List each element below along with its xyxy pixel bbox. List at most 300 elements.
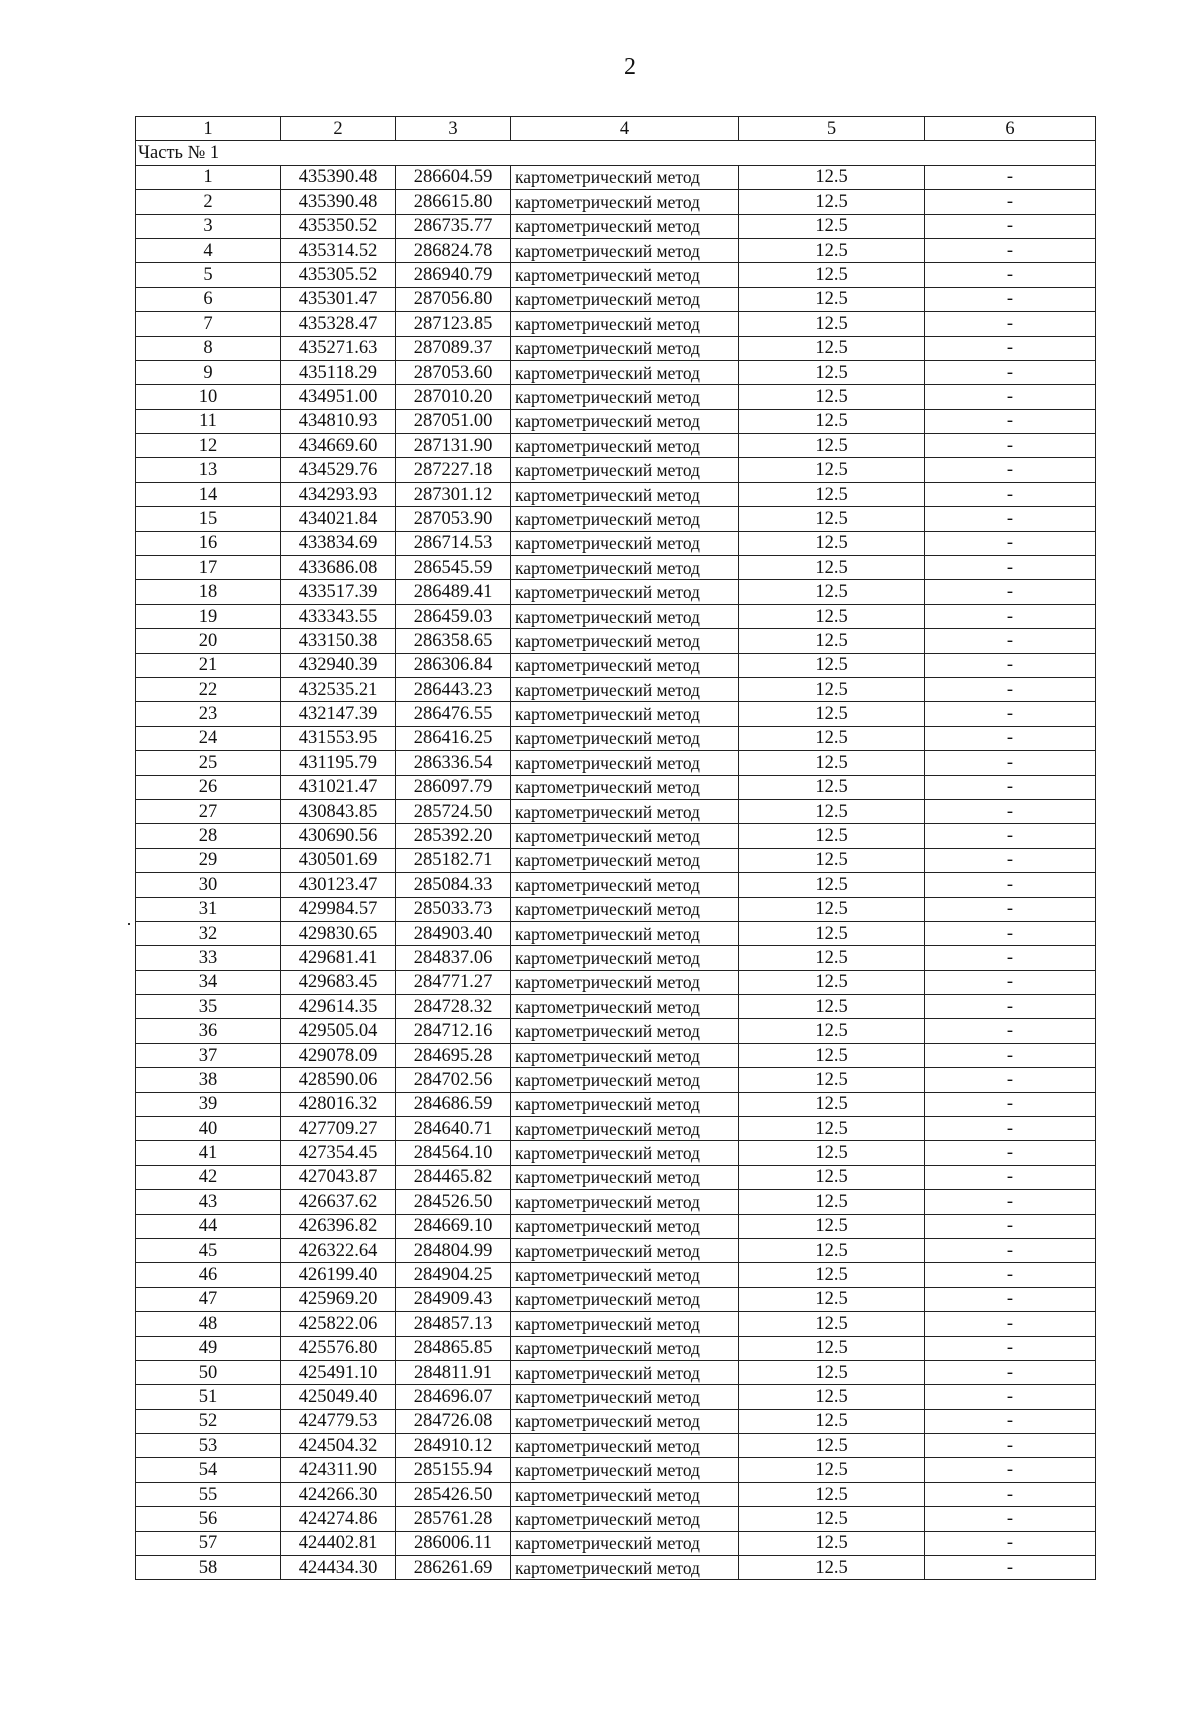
table-row (136, 556, 1096, 580)
x-coordinate-cell: 429614.35 (281, 995, 396, 1019)
table-row (136, 360, 1096, 384)
table-row (136, 214, 1096, 238)
y-coordinate-cell: 284712.16 (396, 1019, 511, 1043)
table-row (136, 531, 1096, 555)
y-coordinate-cell: 286261.69 (396, 1556, 511, 1580)
note-cell: - (925, 1214, 1096, 1238)
y-coordinate-cell: 286545.59 (396, 556, 511, 580)
method-cell: картометрический метод (511, 580, 739, 604)
accuracy-cell: 12.5 (739, 1190, 925, 1214)
section-title: Часть № 1 (136, 141, 281, 165)
table-row (136, 1165, 1096, 1189)
accuracy-cell: 12.5 (739, 604, 925, 628)
method-cell: картометрический метод (511, 873, 739, 897)
y-coordinate-cell: 284903.40 (396, 921, 511, 945)
note-cell: - (925, 263, 1096, 287)
table-row (136, 1458, 1096, 1482)
point-number-cell: 17 (136, 556, 281, 580)
method-cell: картометрический метод (511, 312, 739, 336)
note-cell: - (925, 726, 1096, 750)
accuracy-cell: 12.5 (739, 1507, 925, 1531)
accuracy-cell: 12.5 (739, 1068, 925, 1092)
point-number-cell: 8 (136, 336, 281, 360)
note-cell: - (925, 848, 1096, 872)
accuracy-cell: 12.5 (739, 1556, 925, 1580)
note-cell: - (925, 677, 1096, 701)
note-cell: - (925, 214, 1096, 238)
y-coordinate-cell: 284465.82 (396, 1165, 511, 1189)
x-coordinate-cell: 435390.48 (281, 165, 396, 189)
y-coordinate-cell: 286489.41 (396, 580, 511, 604)
method-cell: картометрический метод (511, 1360, 739, 1384)
x-coordinate-cell: 426199.40 (281, 1263, 396, 1287)
accuracy-cell: 12.5 (739, 1214, 925, 1238)
coordinates-table (135, 116, 1096, 1580)
y-coordinate-cell: 284696.07 (396, 1385, 511, 1409)
point-number-cell: 1 (136, 165, 281, 189)
x-coordinate-cell: 432535.21 (281, 677, 396, 701)
x-coordinate-cell: 435271.63 (281, 336, 396, 360)
y-coordinate-cell: 284526.50 (396, 1190, 511, 1214)
y-coordinate-cell: 284640.71 (396, 1117, 511, 1141)
note-cell: - (925, 897, 1096, 921)
method-cell: картометрический метод (511, 970, 739, 994)
y-coordinate-cell: 284726.08 (396, 1409, 511, 1433)
point-number-cell: 26 (136, 775, 281, 799)
x-coordinate-cell: 434810.93 (281, 409, 396, 433)
accuracy-cell: 12.5 (739, 946, 925, 970)
table-row (136, 263, 1096, 287)
point-number-cell: 22 (136, 677, 281, 701)
method-cell: картометрический метод (511, 1068, 739, 1092)
method-cell: картометрический метод (511, 385, 739, 409)
x-coordinate-cell: 431195.79 (281, 751, 396, 775)
point-number-cell: 47 (136, 1287, 281, 1311)
table-row (136, 677, 1096, 701)
table-row (136, 629, 1096, 653)
accuracy-cell: 12.5 (739, 556, 925, 580)
y-coordinate-cell: 285155.94 (396, 1458, 511, 1482)
table-row (136, 824, 1096, 848)
method-cell: картометрический метод (511, 458, 739, 482)
method-cell: картометрический метод (511, 1507, 739, 1531)
accuracy-cell: 12.5 (739, 482, 925, 506)
method-cell: картометрический метод (511, 677, 739, 701)
note-cell: - (925, 1312, 1096, 1336)
note-cell: - (925, 238, 1096, 262)
note-cell: - (925, 287, 1096, 311)
table-row (136, 1043, 1096, 1067)
point-number-cell: 15 (136, 507, 281, 531)
note-cell: - (925, 190, 1096, 214)
table-row (136, 1238, 1096, 1262)
y-coordinate-cell: 286443.23 (396, 677, 511, 701)
point-number-cell: 42 (136, 1165, 281, 1189)
y-coordinate-cell: 285033.73 (396, 897, 511, 921)
point-number-cell: 46 (136, 1263, 281, 1287)
y-coordinate-cell: 284904.25 (396, 1263, 511, 1287)
method-cell: картометрический метод (511, 726, 739, 750)
note-cell: - (925, 1531, 1096, 1555)
y-coordinate-cell: 287089.37 (396, 336, 511, 360)
point-number-cell: 6 (136, 287, 281, 311)
x-coordinate-cell: 433834.69 (281, 531, 396, 555)
y-coordinate-cell: 284909.43 (396, 1287, 511, 1311)
table-row (136, 1190, 1096, 1214)
y-coordinate-cell: 285392.20 (396, 824, 511, 848)
method-cell: картометрический метод (511, 629, 739, 653)
point-number-cell: 41 (136, 1141, 281, 1165)
y-coordinate-cell: 286306.84 (396, 653, 511, 677)
point-number-cell: 55 (136, 1482, 281, 1506)
accuracy-cell: 12.5 (739, 873, 925, 897)
method-cell: картометрический метод (511, 1043, 739, 1067)
point-number-cell: 7 (136, 312, 281, 336)
y-coordinate-cell: 287301.12 (396, 482, 511, 506)
accuracy-cell: 12.5 (739, 702, 925, 726)
x-coordinate-cell: 434951.00 (281, 385, 396, 409)
x-coordinate-cell: 432940.39 (281, 653, 396, 677)
accuracy-cell: 12.5 (739, 1360, 925, 1384)
table-row (136, 190, 1096, 214)
y-coordinate-cell: 286476.55 (396, 702, 511, 726)
method-cell: картометрический метод (511, 1385, 739, 1409)
x-coordinate-cell: 429984.57 (281, 897, 396, 921)
table-row (136, 751, 1096, 775)
table-row (136, 1385, 1096, 1409)
method-cell: картометрический метод (511, 1092, 739, 1116)
method-cell: картометрический метод (511, 1482, 739, 1506)
note-cell: - (925, 1165, 1096, 1189)
y-coordinate-cell: 286459.03 (396, 604, 511, 628)
y-coordinate-cell: 285761.28 (396, 1507, 511, 1531)
x-coordinate-cell: 424779.53 (281, 1409, 396, 1433)
note-cell: - (925, 1141, 1096, 1165)
table-row (136, 1263, 1096, 1287)
point-number-cell: 19 (136, 604, 281, 628)
method-cell: картометрический метод (511, 1336, 739, 1360)
y-coordinate-cell: 286097.79 (396, 775, 511, 799)
x-coordinate-cell: 424311.90 (281, 1458, 396, 1482)
accuracy-cell: 12.5 (739, 1019, 925, 1043)
accuracy-cell: 12.5 (739, 653, 925, 677)
accuracy-cell: 12.5 (739, 507, 925, 531)
x-coordinate-cell: 430690.56 (281, 824, 396, 848)
accuracy-cell: 12.5 (739, 263, 925, 287)
point-number-cell: 30 (136, 873, 281, 897)
point-number-cell: 25 (136, 751, 281, 775)
table-row (136, 1507, 1096, 1531)
note-cell: - (925, 1043, 1096, 1067)
accuracy-cell: 12.5 (739, 1531, 925, 1555)
note-cell: - (925, 921, 1096, 945)
point-number-cell: 16 (136, 531, 281, 555)
accuracy-cell: 12.5 (739, 726, 925, 750)
note-cell: - (925, 409, 1096, 433)
note-cell: - (925, 799, 1096, 823)
accuracy-cell: 12.5 (739, 1238, 925, 1262)
note-cell: - (925, 458, 1096, 482)
method-cell: картометрический метод (511, 1263, 739, 1287)
table-row (136, 1336, 1096, 1360)
note-cell: - (925, 1287, 1096, 1311)
table-row (136, 1482, 1096, 1506)
method-cell: картометрический метод (511, 482, 739, 506)
note-cell: - (925, 1263, 1096, 1287)
x-coordinate-cell: 424504.32 (281, 1434, 396, 1458)
y-coordinate-cell: 284564.10 (396, 1141, 511, 1165)
note-cell: - (925, 336, 1096, 360)
table-row (136, 1214, 1096, 1238)
point-number-cell: 50 (136, 1360, 281, 1384)
table-row (136, 1556, 1096, 1580)
header-cell: 6 (925, 117, 1096, 141)
y-coordinate-cell: 285724.50 (396, 799, 511, 823)
method-cell: картометрический метод (511, 824, 739, 848)
method-cell: картометрический метод (511, 287, 739, 311)
note-cell: - (925, 824, 1096, 848)
table-row (136, 458, 1096, 482)
accuracy-cell: 12.5 (739, 1092, 925, 1116)
x-coordinate-cell: 430501.69 (281, 848, 396, 872)
method-cell: картометрический метод (511, 1409, 739, 1433)
x-coordinate-cell: 425969.20 (281, 1287, 396, 1311)
method-cell: картометрический метод (511, 946, 739, 970)
point-number-cell: 43 (136, 1190, 281, 1214)
y-coordinate-cell: 285426.50 (396, 1482, 511, 1506)
accuracy-cell: 12.5 (739, 531, 925, 555)
y-coordinate-cell: 287227.18 (396, 458, 511, 482)
accuracy-cell: 12.5 (739, 1117, 925, 1141)
point-number-cell: 45 (136, 1238, 281, 1262)
table-row (136, 1312, 1096, 1336)
note-cell: - (925, 385, 1096, 409)
accuracy-cell: 12.5 (739, 1458, 925, 1482)
table-row (136, 507, 1096, 531)
x-coordinate-cell: 435314.52 (281, 238, 396, 262)
note-cell: - (925, 629, 1096, 653)
note-cell: - (925, 970, 1096, 994)
note-cell: - (925, 775, 1096, 799)
point-number-cell: 29 (136, 848, 281, 872)
note-cell: - (925, 1434, 1096, 1458)
point-number-cell: 51 (136, 1385, 281, 1409)
table-row (136, 287, 1096, 311)
note-cell: - (925, 1019, 1096, 1043)
method-cell: картометрический метод (511, 1019, 739, 1043)
note-cell: - (925, 873, 1096, 897)
method-cell: картометрический метод (511, 434, 739, 458)
point-number-cell: 56 (136, 1507, 281, 1531)
table-row (136, 848, 1096, 872)
table-row (136, 1141, 1096, 1165)
y-coordinate-cell: 287056.80 (396, 287, 511, 311)
y-coordinate-cell: 287010.20 (396, 385, 511, 409)
accuracy-cell: 12.5 (739, 995, 925, 1019)
x-coordinate-cell: 428590.06 (281, 1068, 396, 1092)
y-coordinate-cell: 284728.32 (396, 995, 511, 1019)
note-cell: - (925, 482, 1096, 506)
note-cell: - (925, 1482, 1096, 1506)
point-number-cell: 5 (136, 263, 281, 287)
table-row (136, 1360, 1096, 1384)
note-cell: - (925, 1458, 1096, 1482)
y-coordinate-cell: 286416.25 (396, 726, 511, 750)
x-coordinate-cell: 434021.84 (281, 507, 396, 531)
x-coordinate-cell: 435301.47 (281, 287, 396, 311)
accuracy-cell: 12.5 (739, 1165, 925, 1189)
accuracy-cell: 12.5 (739, 580, 925, 604)
table-row (136, 702, 1096, 726)
accuracy-cell: 12.5 (739, 824, 925, 848)
accuracy-cell: 12.5 (739, 190, 925, 214)
table-row (136, 482, 1096, 506)
note-cell: - (925, 653, 1096, 677)
x-coordinate-cell: 434669.60 (281, 434, 396, 458)
accuracy-cell: 12.5 (739, 1263, 925, 1287)
accuracy-cell: 12.5 (739, 775, 925, 799)
table-row (136, 434, 1096, 458)
table-row (136, 1434, 1096, 1458)
method-cell: картометрический метод (511, 1287, 739, 1311)
y-coordinate-cell: 287053.60 (396, 360, 511, 384)
method-cell: картометрический метод (511, 1238, 739, 1262)
point-number-cell: 58 (136, 1556, 281, 1580)
point-number-cell: 28 (136, 824, 281, 848)
note-cell: - (925, 1190, 1096, 1214)
y-coordinate-cell: 286615.80 (396, 190, 511, 214)
accuracy-cell: 12.5 (739, 238, 925, 262)
x-coordinate-cell: 426637.62 (281, 1190, 396, 1214)
x-coordinate-cell: 426322.64 (281, 1238, 396, 1262)
note-cell: - (925, 1360, 1096, 1384)
accuracy-cell: 12.5 (739, 360, 925, 384)
point-number-cell: 54 (136, 1458, 281, 1482)
accuracy-cell: 12.5 (739, 1043, 925, 1067)
table-row (136, 775, 1096, 799)
note-cell: - (925, 1409, 1096, 1433)
point-number-cell: 31 (136, 897, 281, 921)
y-coordinate-cell: 285182.71 (396, 848, 511, 872)
method-cell: картометрический метод (511, 1312, 739, 1336)
y-coordinate-cell: 284865.85 (396, 1336, 511, 1360)
point-number-cell: 13 (136, 458, 281, 482)
point-number-cell: 3 (136, 214, 281, 238)
point-number-cell: 20 (136, 629, 281, 653)
method-cell: картометрический метод (511, 1141, 739, 1165)
note-cell: - (925, 604, 1096, 628)
point-number-cell: 49 (136, 1336, 281, 1360)
y-coordinate-cell: 287131.90 (396, 434, 511, 458)
accuracy-cell: 12.5 (739, 897, 925, 921)
point-number-cell: 4 (136, 238, 281, 262)
point-number-cell: 34 (136, 970, 281, 994)
x-coordinate-cell: 429681.41 (281, 946, 396, 970)
method-cell: картометрический метод (511, 1531, 739, 1555)
x-coordinate-cell: 429505.04 (281, 1019, 396, 1043)
x-coordinate-cell: 425576.80 (281, 1336, 396, 1360)
section-title-fill (281, 141, 1096, 165)
table-row (136, 921, 1096, 945)
header-cell: 2 (281, 117, 396, 141)
x-coordinate-cell: 433686.08 (281, 556, 396, 580)
note-cell: - (925, 1507, 1096, 1531)
accuracy-cell: 12.5 (739, 799, 925, 823)
method-cell: картометрический метод (511, 190, 739, 214)
x-coordinate-cell: 427354.45 (281, 1141, 396, 1165)
note-cell: - (925, 1117, 1096, 1141)
accuracy-cell: 12.5 (739, 1287, 925, 1311)
point-number-cell: 21 (136, 653, 281, 677)
point-number-cell: 23 (136, 702, 281, 726)
table-row (136, 799, 1096, 823)
note-cell: - (925, 312, 1096, 336)
accuracy-cell: 12.5 (739, 1482, 925, 1506)
accuracy-cell: 12.5 (739, 165, 925, 189)
method-cell: картометрический метод (511, 1434, 739, 1458)
accuracy-cell: 12.5 (739, 751, 925, 775)
y-coordinate-cell: 284669.10 (396, 1214, 511, 1238)
point-number-cell: 40 (136, 1117, 281, 1141)
accuracy-cell: 12.5 (739, 848, 925, 872)
point-number-cell: 53 (136, 1434, 281, 1458)
accuracy-cell: 12.5 (739, 287, 925, 311)
header-row (136, 117, 1096, 141)
note-cell: - (925, 580, 1096, 604)
x-coordinate-cell: 433343.55 (281, 604, 396, 628)
point-number-cell: 36 (136, 1019, 281, 1043)
note-cell: - (925, 165, 1096, 189)
point-number-cell: 27 (136, 799, 281, 823)
accuracy-cell: 12.5 (739, 1385, 925, 1409)
y-coordinate-cell: 285084.33 (396, 873, 511, 897)
accuracy-cell: 12.5 (739, 458, 925, 482)
y-coordinate-cell: 286714.53 (396, 531, 511, 555)
x-coordinate-cell: 435328.47 (281, 312, 396, 336)
y-coordinate-cell: 287123.85 (396, 312, 511, 336)
note-cell: - (925, 751, 1096, 775)
x-coordinate-cell: 430843.85 (281, 799, 396, 823)
method-cell: картометрический метод (511, 1556, 739, 1580)
x-coordinate-cell: 433150.38 (281, 629, 396, 653)
accuracy-cell: 12.5 (739, 336, 925, 360)
method-cell: картометрический метод (511, 702, 739, 726)
accuracy-cell: 12.5 (739, 434, 925, 458)
table-row (136, 580, 1096, 604)
method-cell: картометрический метод (511, 1214, 739, 1238)
accuracy-cell: 12.5 (739, 921, 925, 945)
point-number-cell: 32 (136, 921, 281, 945)
header-cell: 1 (136, 117, 281, 141)
method-cell: картометрический метод (511, 1458, 739, 1482)
method-cell: картометрический метод (511, 214, 739, 238)
method-cell: картометрический метод (511, 238, 739, 262)
y-coordinate-cell: 287053.90 (396, 507, 511, 531)
table-row (136, 653, 1096, 677)
note-cell: - (925, 1092, 1096, 1116)
point-number-cell: 18 (136, 580, 281, 604)
note-cell: - (925, 434, 1096, 458)
accuracy-cell: 12.5 (739, 677, 925, 701)
method-cell: картометрический метод (511, 1190, 739, 1214)
y-coordinate-cell: 286604.59 (396, 165, 511, 189)
y-coordinate-cell: 284910.12 (396, 1434, 511, 1458)
accuracy-cell: 12.5 (739, 214, 925, 238)
accuracy-cell: 12.5 (739, 1312, 925, 1336)
y-coordinate-cell: 286735.77 (396, 214, 511, 238)
header-cell: 5 (739, 117, 925, 141)
scan-mark (128, 923, 130, 925)
